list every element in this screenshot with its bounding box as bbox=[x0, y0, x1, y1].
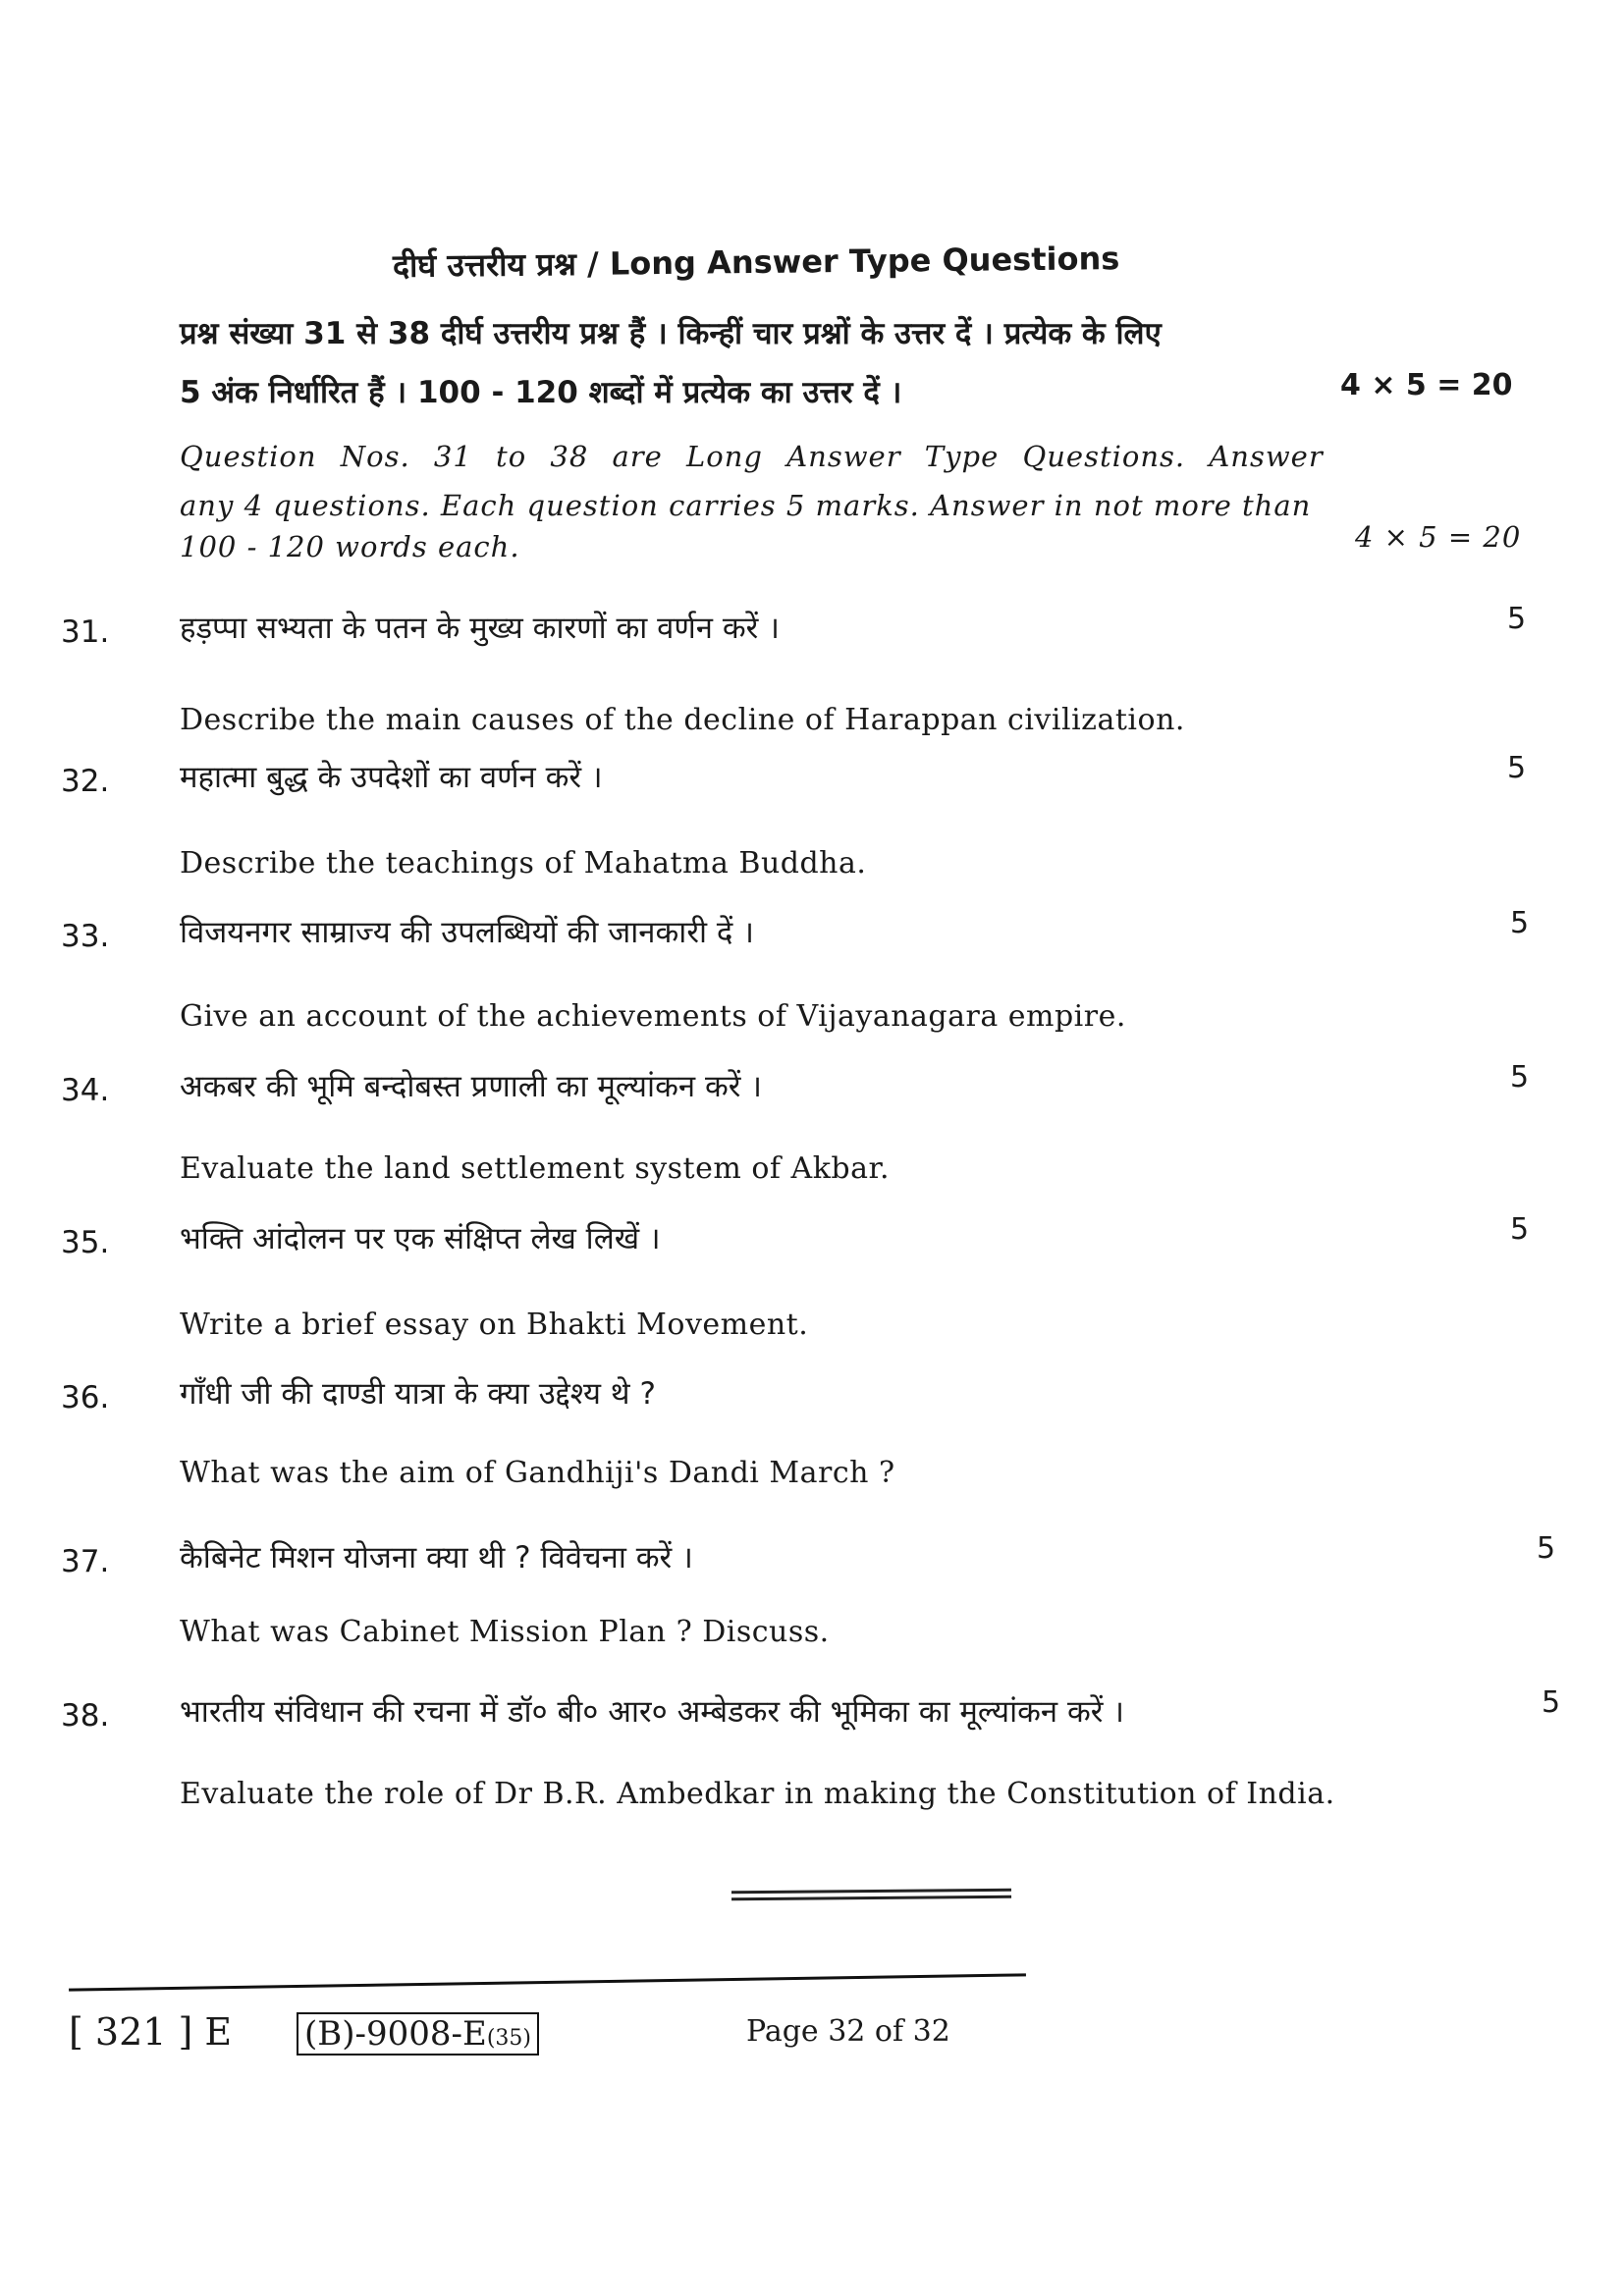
booklet-code-box bbox=[297, 2010, 539, 2054]
question-hindi: गाँधी जी की दाण्डी यात्रा के क्या उद्देश्य थे ? bbox=[180, 1376, 656, 1412]
question-number: 32. bbox=[61, 764, 110, 799]
question-marks: 5 bbox=[1507, 602, 1527, 636]
question-english: What was Cabinet Mission Plan ? Discuss. bbox=[180, 1615, 830, 1649]
question-number: 36. bbox=[61, 1380, 110, 1415]
question-number: 31. bbox=[61, 614, 110, 650]
question-hindi: भारतीय संविधान की रचना में डॉ० बी० आर० अम्बेडकर की भूमिका का मूल्यांकन करें । bbox=[180, 1694, 1125, 1730]
question-english: Evaluate the land settlement system of Akbar. bbox=[180, 1151, 891, 1186]
question-marks: 5 bbox=[1510, 1060, 1530, 1095]
instructions-hindi-formula: 4 × 5 = 20 bbox=[1340, 368, 1513, 402]
question-english: Write a brief essay on Bhakti Movement. bbox=[180, 1308, 809, 1342]
question-hindi: विजयनगर साम्राज्य की उपलब्धियों की जानकारी दें । bbox=[180, 915, 754, 950]
section-title: दीर्घ उत्तरीय प्रश्न / Long Answer Type Questions bbox=[392, 240, 1120, 285]
question-marks: 5 bbox=[1510, 1212, 1530, 1247]
question-hindi: हड़प्पा सभ्यता के पतन के मुख्य कारणों का वर्णन करें । bbox=[180, 611, 780, 646]
instructions-hindi-line2: 5 अंक निर्धारित हैं । 100 - 120 शब्दों में प्रत्येक का उत्तर दें । bbox=[180, 375, 902, 410]
question-number: 33. bbox=[61, 919, 110, 954]
question-hindi: अकबर की भूमि बन्दोबस्त प्रणाली का मूल्यांकन करें । bbox=[180, 1069, 763, 1104]
question-hindi: भक्ति आंदोलन पर एक संक्षिप्त लेख लिखें । bbox=[180, 1221, 661, 1256]
question-number: 37. bbox=[61, 1544, 110, 1579]
end-double-line bbox=[731, 1889, 1011, 1900]
question-number: 38. bbox=[61, 1698, 110, 1734]
booklet-code: (B)-9008-E bbox=[304, 2014, 487, 2054]
question-marks: 5 bbox=[1510, 906, 1530, 940]
question-number: 35. bbox=[61, 1225, 110, 1260]
instructions-english-line1: Question Nos. 31 to 38 are Long Answer Type Questions. Answer bbox=[180, 440, 1324, 473]
instructions-english-line3: 100 - 120 words each. bbox=[180, 530, 520, 563]
question-english: What was the aim of Gandhiji's Dandi March ? bbox=[180, 1456, 895, 1490]
question-number: 34. bbox=[61, 1073, 110, 1108]
instructions-hindi-line1: प्रश्न संख्या 31 से 38 दीर्घ उत्तरीय प्रश्न हैं । किन्हीं चार प्रश्नों के उत्तर दें । प्रत्येक के लिए bbox=[180, 316, 1162, 351]
question-english: Give an account of the achievements of Vijayanagara empire. bbox=[180, 999, 1126, 1034]
question-english: Evaluate the role of Dr B.R. Ambedkar in making the Constitution of India. bbox=[180, 1777, 1335, 1811]
question-english: Describe the main causes of the decline of Harappan civilization. bbox=[180, 703, 1185, 737]
instructions-english-line2: any 4 questions. Each question carries 5 marks. Answer in not more than bbox=[180, 489, 1312, 522]
question-hindi: महात्मा बुद्ध के उपदेशों का वर्णन करें । bbox=[180, 760, 603, 795]
question-marks: 5 bbox=[1542, 1685, 1561, 1720]
instructions-english-formula: 4 × 5 = 20 bbox=[1355, 520, 1522, 554]
paper-code: [ 321 ] E bbox=[69, 2010, 233, 2054]
page-number: Page 32 of 32 bbox=[746, 2014, 950, 2049]
question-english: Describe the teachings of Mahatma Buddha. bbox=[180, 846, 867, 881]
booklet-suffix: (35) bbox=[486, 2026, 532, 2051]
question-marks: 5 bbox=[1537, 1531, 1556, 1566]
footer-rule bbox=[69, 1973, 1026, 1991]
question-marks: 5 bbox=[1507, 751, 1527, 785]
question-hindi: कैबिनेट मिशन योजना क्या थी ? विवेचना करें । bbox=[180, 1540, 693, 1575]
